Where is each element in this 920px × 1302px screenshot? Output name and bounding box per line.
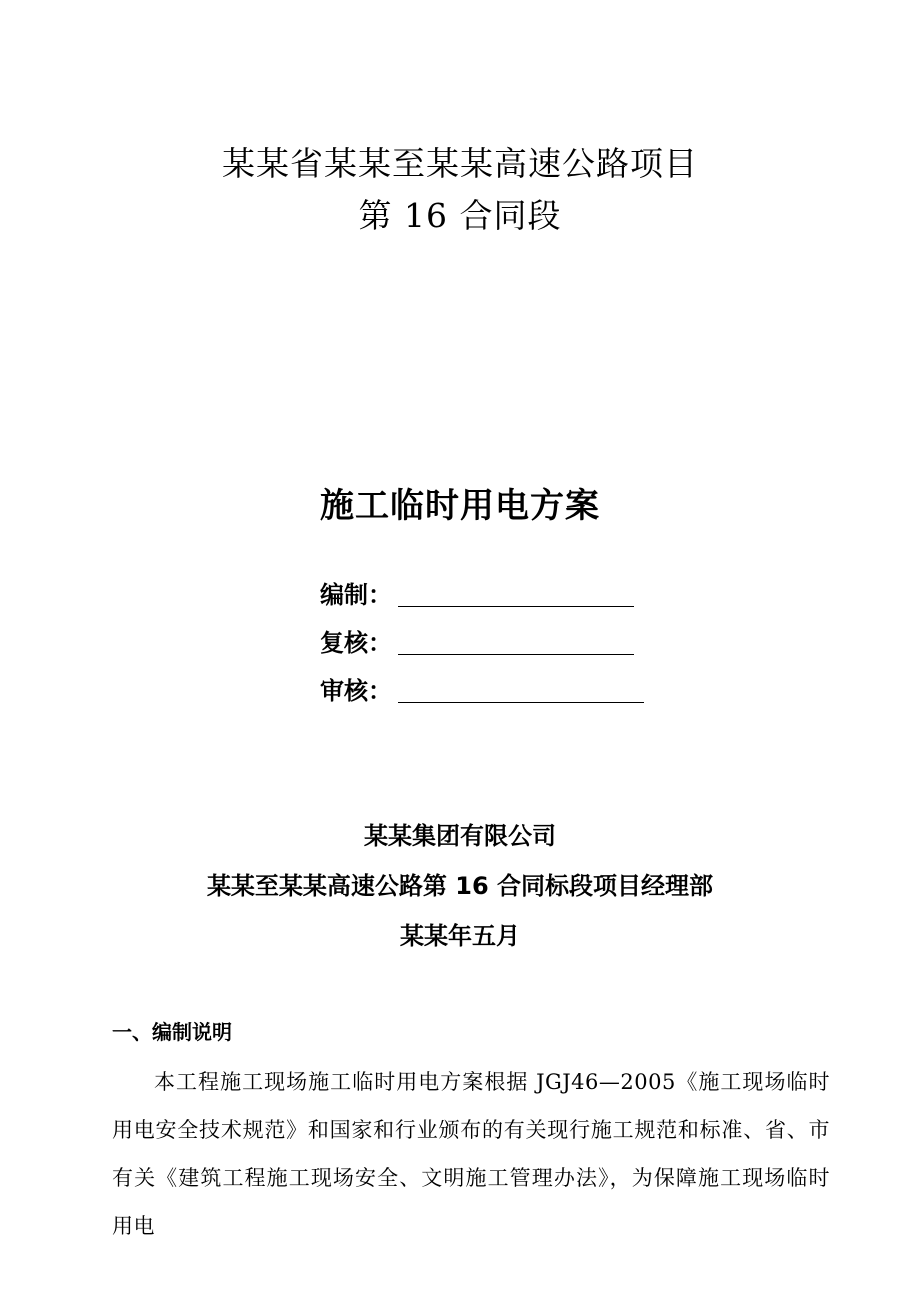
- signoff-row-compiled: [320, 576, 634, 610]
- section-heading: 一、编制说明: [112, 1020, 232, 1044]
- department-name: 某某至某某高速公路第 16 合同标段项目经理部: [206, 872, 714, 900]
- signoff-row-reviewed: [320, 624, 634, 658]
- company-name: 某某集团有限公司: [364, 822, 556, 850]
- document-date: 某某年五月: [400, 922, 520, 950]
- section-paragraph: 本工程施工现场施工临时用电方案根据 JGJ46—2005《施工现场临时用电安全技术规范》和国家和行业颁布的有关现行施工规范和标准、省、市有关《建筑工程施工现场安全、文明施工管理办法》，为保障施工现场临时用电: [112, 1070, 830, 1238]
- project-title-line1: 某某省某某至某某高速公路项目: [222, 144, 698, 183]
- document-title: 施工临时用电方案: [320, 486, 600, 526]
- signature-blank-line: [398, 654, 634, 655]
- signoff-label: 复核：: [320, 629, 392, 657]
- signature-blank-line: [398, 702, 644, 703]
- signoff-row-approved: [320, 672, 644, 706]
- project-title-line2: 第 16 合同段: [358, 196, 562, 235]
- signature-blank-line: [398, 606, 634, 607]
- signoff-label: 编制：: [320, 581, 392, 609]
- signoff-label: 审核：: [320, 677, 392, 705]
